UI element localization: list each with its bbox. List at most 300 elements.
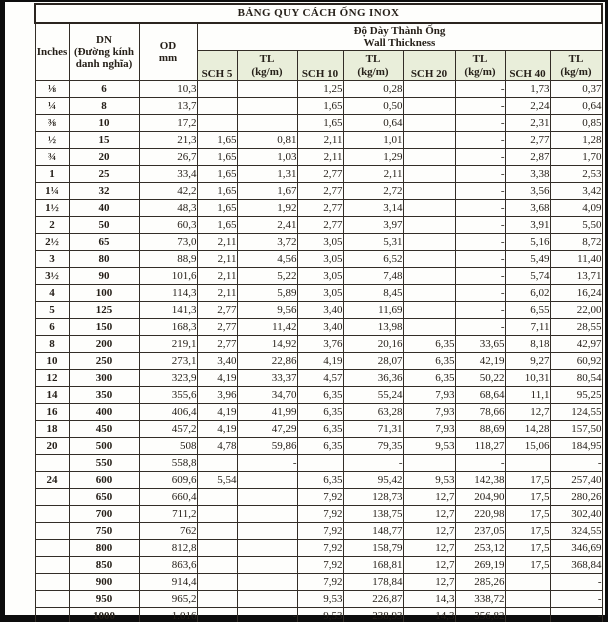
cell-tl10: 2,11	[343, 166, 403, 183]
cell-inches: ¾	[35, 149, 69, 166]
cell-sch5	[197, 557, 237, 574]
cell-tl10: 3,14	[343, 200, 403, 217]
table-row	[35, 438, 602, 455]
cell-sch20	[403, 98, 455, 115]
table-row	[35, 387, 602, 404]
header-row-main	[35, 23, 602, 51]
cell-dn: 550	[69, 455, 139, 472]
cell-tl40: 368,84	[550, 557, 602, 574]
cell-tl20: -	[455, 234, 505, 251]
cell-sch10: 1,25	[297, 81, 343, 98]
cell-tl5	[237, 591, 297, 608]
cell-dn: 450	[69, 421, 139, 438]
cell-sch40: 6,55	[505, 302, 550, 319]
cell-tl40: -	[550, 574, 602, 591]
tl-unit: (kg/m)	[560, 65, 592, 78]
cell-od: 406,4	[139, 404, 197, 421]
cell-sch20: 12,7	[403, 489, 455, 506]
cell-sch5: 4,19	[197, 404, 237, 421]
cell-sch20: 6,35	[403, 336, 455, 353]
cell-sch40: 7,11	[505, 319, 550, 336]
cell-sch40: 17,5	[505, 557, 550, 574]
cell-sch5: 5,54	[197, 472, 237, 489]
page-title: BẢNG QUY CÁCH ỐNG INOX	[35, 4, 602, 23]
cell-tl20: 42,19	[455, 353, 505, 370]
cell-tl5: 3,72	[237, 234, 297, 251]
cell-dn: 300	[69, 370, 139, 387]
cell-tl20: -	[455, 132, 505, 149]
cell-sch40: 17,5	[505, 472, 550, 489]
cell-dn: 800	[69, 540, 139, 557]
cell-sch40: 5,74	[505, 268, 550, 285]
cell-sch20	[403, 302, 455, 319]
cell-tl20: 285,26	[455, 574, 505, 591]
table-row	[35, 591, 602, 608]
cell-tl20: 33,65	[455, 336, 505, 353]
cell-sch20: 12,7	[403, 574, 455, 591]
cell-sch40: 5,16	[505, 234, 550, 251]
cell-sch40: 17,5	[505, 540, 550, 557]
cell-tl10: 0,64	[343, 115, 403, 132]
cell-dn: 50	[69, 217, 139, 234]
cell-tl5: 9,56	[237, 302, 297, 319]
cell-tl40: 11,40	[550, 251, 602, 268]
cell-sch5: 2,11	[197, 285, 237, 302]
cell-tl5: -	[237, 608, 297, 622]
cell-sch5: 3,96	[197, 387, 237, 404]
cell-tl40: 280,26	[550, 489, 602, 506]
cell-sch40: 11,1	[505, 387, 550, 404]
cell-dn: 10	[69, 115, 139, 132]
cell-tl5: 2,41	[237, 217, 297, 234]
cell-sch5: 2,11	[197, 251, 237, 268]
cell-tl10: 2,72	[343, 183, 403, 200]
cell-tl20: -	[455, 285, 505, 302]
cell-sch10	[297, 455, 343, 472]
cell-tl10: 79,35	[343, 438, 403, 455]
cell-od: 508	[139, 438, 197, 455]
cell-tl20: -	[455, 149, 505, 166]
cell-inches	[35, 489, 69, 506]
cell-tl5: 1,31	[237, 166, 297, 183]
cell-tl40: 0,64	[550, 98, 602, 115]
cell-dn: 500	[69, 438, 139, 455]
cell-tl40: 157,50	[550, 421, 602, 438]
cell-dn: 850	[69, 557, 139, 574]
cell-inches: 18	[35, 421, 69, 438]
cell-tl20: -	[455, 455, 505, 472]
cell-sch5	[197, 523, 237, 540]
table-row	[35, 268, 602, 285]
cell-sch20	[403, 217, 455, 234]
cell-tl40: 28,55	[550, 319, 602, 336]
cell-sch5: 1,65	[197, 217, 237, 234]
cell-sch40	[505, 591, 550, 608]
column-header-tl-sch10	[343, 51, 403, 81]
cell-inches: 3½	[35, 268, 69, 285]
cell-sch10: 9,53	[297, 591, 343, 608]
cell-dn: 125	[69, 302, 139, 319]
cell-sch5: 1,65	[197, 166, 237, 183]
cell-tl10: 1,01	[343, 132, 403, 149]
tl-label: TL	[259, 53, 275, 66]
cell-tl10: 1,29	[343, 149, 403, 166]
cell-sch40: 2,31	[505, 115, 550, 132]
cell-tl10: 138,75	[343, 506, 403, 523]
column-header-tl-sch20	[455, 51, 505, 81]
cell-dn: 350	[69, 387, 139, 404]
cell-od: 711,2	[139, 506, 197, 523]
cell-sch40: 14,28	[505, 421, 550, 438]
cell-tl5: 5,22	[237, 268, 297, 285]
cell-od: 33,4	[139, 166, 197, 183]
cell-tl40: -	[550, 608, 602, 622]
cell-tl20: -	[455, 200, 505, 217]
cell-tl40: 22,00	[550, 302, 602, 319]
cell-od: 21,3	[139, 132, 197, 149]
cell-sch10: 3,40	[297, 319, 343, 336]
column-header-tl-sch5	[237, 51, 297, 81]
cell-tl5: 59,86	[237, 438, 297, 455]
column-header-dn	[69, 23, 139, 81]
cell-tl5	[237, 472, 297, 489]
cell-sch20: 12,7	[403, 540, 455, 557]
cell-sch40: 12,7	[505, 404, 550, 421]
table-row	[35, 370, 602, 387]
table-row	[35, 523, 602, 540]
cell-tl20: -	[455, 183, 505, 200]
cell-tl5: 4,56	[237, 251, 297, 268]
cell-od: 42,2	[139, 183, 197, 200]
cell-sch20: 14,3	[403, 608, 455, 622]
cell-inches: 1½	[35, 200, 69, 217]
cell-sch40: 8,18	[505, 336, 550, 353]
cell-sch5	[197, 574, 237, 591]
cell-dn: 600	[69, 472, 139, 489]
cell-od: 168,3	[139, 319, 197, 336]
cell-tl20: 142,38	[455, 472, 505, 489]
cell-inches	[35, 540, 69, 557]
table-row	[35, 557, 602, 574]
table-row	[35, 149, 602, 166]
cell-od: 73,0	[139, 234, 197, 251]
cell-inches	[35, 591, 69, 608]
cell-tl40: 184,95	[550, 438, 602, 455]
cell-sch10: 2,11	[297, 149, 343, 166]
cell-dn: 650	[69, 489, 139, 506]
table-row	[35, 251, 602, 268]
cell-inches: 1	[35, 166, 69, 183]
dn-label-line1: DN	[96, 33, 112, 46]
cell-sch10: 3,05	[297, 268, 343, 285]
cell-inches: 2½	[35, 234, 69, 251]
tl-unit: (kg/m)	[464, 65, 496, 78]
cell-tl20: -	[455, 115, 505, 132]
cell-sch20	[403, 268, 455, 285]
cell-sch20	[403, 81, 455, 98]
cell-inches: 6	[35, 319, 69, 336]
cell-dn: 32	[69, 183, 139, 200]
cell-od: 88,9	[139, 251, 197, 268]
cell-tl20: -	[455, 81, 505, 98]
cell-sch10: 3,05	[297, 251, 343, 268]
cell-inches: 1¼	[35, 183, 69, 200]
cell-tl20: 50,22	[455, 370, 505, 387]
cell-tl10: 11,69	[343, 302, 403, 319]
cell-tl40: 4,09	[550, 200, 602, 217]
cell-sch20: 12,7	[403, 557, 455, 574]
column-header-sch5: SCH 5	[197, 51, 237, 81]
cell-sch10: 4,57	[297, 370, 343, 387]
cell-inches	[35, 574, 69, 591]
cell-od: 558,8	[139, 455, 197, 472]
cell-tl20: -	[455, 166, 505, 183]
cell-tl10: 36,36	[343, 370, 403, 387]
cell-inches: 10	[35, 353, 69, 370]
cell-tl20: 253,12	[455, 540, 505, 557]
cell-tl40: 5,50	[550, 217, 602, 234]
column-header-tl-sch40	[550, 51, 602, 81]
cell-tl20: 78,66	[455, 404, 505, 421]
table-row	[35, 166, 602, 183]
cell-sch20	[403, 183, 455, 200]
cell-sch40: 2,24	[505, 98, 550, 115]
cell-tl20: 338,72	[455, 591, 505, 608]
cell-od: 762	[139, 523, 197, 540]
tl-label: TL	[568, 53, 584, 66]
cell-sch5: 2,11	[197, 268, 237, 285]
cell-inches: 3	[35, 251, 69, 268]
column-header-inches: Inches	[35, 23, 69, 81]
cell-tl40: 8,72	[550, 234, 602, 251]
cell-od: 323,9	[139, 370, 197, 387]
column-header-sch20: SCH 20	[403, 51, 455, 81]
table-row	[35, 353, 602, 370]
cell-inches: 16	[35, 404, 69, 421]
od-label-line1: OD	[159, 39, 177, 52]
cell-tl40: 346,69	[550, 540, 602, 557]
cell-sch40: 15,06	[505, 438, 550, 455]
cell-tl10: 71,31	[343, 421, 403, 438]
cell-sch20	[403, 149, 455, 166]
cell-sch20: 7,93	[403, 387, 455, 404]
cell-dn: 15	[69, 132, 139, 149]
cell-inches: 5	[35, 302, 69, 319]
cell-sch10: 7,92	[297, 574, 343, 591]
cell-sch40: 17,5	[505, 523, 550, 540]
cell-od: 812,8	[139, 540, 197, 557]
cell-sch40: 9,27	[505, 353, 550, 370]
cell-tl10: 178,84	[343, 574, 403, 591]
cell-tl5: 11,42	[237, 319, 297, 336]
cell-sch10: 6,35	[297, 472, 343, 489]
cell-tl10: 0,50	[343, 98, 403, 115]
cell-inches	[35, 557, 69, 574]
cell-tl5: 33,37	[237, 370, 297, 387]
cell-dn: 200	[69, 336, 139, 353]
table-row	[35, 574, 602, 591]
cell-tl20: 269,19	[455, 557, 505, 574]
table-row	[35, 285, 602, 302]
cell-tl5: 34,70	[237, 387, 297, 404]
cell-dn: 250	[69, 353, 139, 370]
table-row	[35, 81, 602, 98]
cell-sch20	[403, 234, 455, 251]
cell-sch20: 7,93	[403, 421, 455, 438]
cell-sch10: 7,92	[297, 540, 343, 557]
cell-tl5	[237, 523, 297, 540]
cell-sch20: 14,3	[403, 591, 455, 608]
cell-sch10: 7,92	[297, 489, 343, 506]
cell-tl40: 60,92	[550, 353, 602, 370]
cell-dn: 150	[69, 319, 139, 336]
cell-tl40: 13,71	[550, 268, 602, 285]
cell-sch20: 7,93	[403, 404, 455, 421]
cell-od: 355,6	[139, 387, 197, 404]
cell-tl40: 302,40	[550, 506, 602, 523]
cell-tl10: 148,77	[343, 523, 403, 540]
cell-tl5	[237, 115, 297, 132]
pipe-spec-table	[34, 3, 603, 622]
table-row	[35, 200, 602, 217]
table-row	[35, 336, 602, 353]
table-row	[35, 98, 602, 115]
cell-sch10: 7,92	[297, 523, 343, 540]
cell-sch10: 3,40	[297, 302, 343, 319]
cell-tl40: 1,28	[550, 132, 602, 149]
cell-sch20	[403, 115, 455, 132]
cell-tl20: 68,64	[455, 387, 505, 404]
cell-dn: 400	[69, 404, 139, 421]
cell-sch10: 2,77	[297, 166, 343, 183]
cell-sch10: 2,77	[297, 183, 343, 200]
cell-dn: 20	[69, 149, 139, 166]
cell-sch40: 10,31	[505, 370, 550, 387]
cell-tl10: 6,52	[343, 251, 403, 268]
tl-label: TL	[472, 53, 488, 66]
cell-sch40	[505, 608, 550, 622]
cell-dn: 80	[69, 251, 139, 268]
cell-sch20	[403, 200, 455, 217]
cell-tl5: 14,92	[237, 336, 297, 353]
cell-tl10: 0,28	[343, 81, 403, 98]
cell-sch20	[403, 166, 455, 183]
table-row	[35, 608, 602, 622]
cell-tl10: 128,73	[343, 489, 403, 506]
cell-tl40: 324,55	[550, 523, 602, 540]
cell-sch40: 3,38	[505, 166, 550, 183]
table-body	[35, 81, 602, 622]
cell-dn: 750	[69, 523, 139, 540]
cell-tl20: 204,90	[455, 489, 505, 506]
cell-tl5	[237, 540, 297, 557]
od-label-line2: mm	[158, 52, 178, 64]
cell-dn: 90	[69, 268, 139, 285]
cell-tl20: -	[455, 98, 505, 115]
cell-sch5	[197, 591, 237, 608]
table-row	[35, 472, 602, 489]
cell-od: 219,1	[139, 336, 197, 353]
cell-od: 48,3	[139, 200, 197, 217]
cell-tl10: 95,42	[343, 472, 403, 489]
cell-sch10: 2,77	[297, 217, 343, 234]
cell-sch40: 17,5	[505, 489, 550, 506]
cell-od: 965,2	[139, 591, 197, 608]
tl-unit: (kg/m)	[357, 65, 389, 78]
cell-sch40: 3,56	[505, 183, 550, 200]
cell-tl40: 2,53	[550, 166, 602, 183]
dn-label-line2: (Đường kính	[73, 45, 135, 58]
cell-tl10: 55,24	[343, 387, 403, 404]
table-row	[35, 506, 602, 523]
cell-od: 26,7	[139, 149, 197, 166]
cell-dn: 100	[69, 285, 139, 302]
cell-tl20: 356,82	[455, 608, 505, 622]
cell-tl20: 220,98	[455, 506, 505, 523]
cell-tl10: 168,81	[343, 557, 403, 574]
cell-sch20: 9,53	[403, 438, 455, 455]
cell-inches	[35, 455, 69, 472]
cell-tl10: 7,48	[343, 268, 403, 285]
table-row	[35, 217, 602, 234]
cell-od: 457,2	[139, 421, 197, 438]
cell-sch40	[505, 455, 550, 472]
cell-tl5	[237, 81, 297, 98]
tl-label: TL	[365, 53, 381, 66]
scan-frame-left	[0, 0, 5, 622]
cell-sch40: 3,68	[505, 200, 550, 217]
cell-tl5: 41,99	[237, 404, 297, 421]
cell-tl5: 1,67	[237, 183, 297, 200]
table-row	[35, 489, 602, 506]
table-row	[35, 319, 602, 336]
cell-od: 609,6	[139, 472, 197, 489]
cell-tl10: 3,97	[343, 217, 403, 234]
cell-dn: 900	[69, 574, 139, 591]
tl-unit: (kg/m)	[251, 65, 283, 78]
cell-tl20: -	[455, 302, 505, 319]
cell-od: 141,3	[139, 302, 197, 319]
cell-od: 17,2	[139, 115, 197, 132]
cell-tl5: 47,29	[237, 421, 297, 438]
cell-sch5	[197, 115, 237, 132]
cell-tl10: 20,16	[343, 336, 403, 353]
cell-inches	[35, 506, 69, 523]
cell-tl20: -	[455, 268, 505, 285]
cell-sch20: 6,35	[403, 370, 455, 387]
cell-tl20: 88,69	[455, 421, 505, 438]
cell-sch5: 2,77	[197, 319, 237, 336]
cell-sch5: 3,40	[197, 353, 237, 370]
cell-sch10: 6,35	[297, 421, 343, 438]
cell-sch40: 3,91	[505, 217, 550, 234]
cell-od: 114,3	[139, 285, 197, 302]
cell-tl20: -	[455, 251, 505, 268]
column-header-wall-thickness	[197, 23, 602, 51]
cell-tl10: 5,31	[343, 234, 403, 251]
cell-tl40: -	[550, 455, 602, 472]
cell-sch10: 6,35	[297, 404, 343, 421]
cell-tl5: 1,92	[237, 200, 297, 217]
cell-sch20	[403, 455, 455, 472]
cell-inches: 20	[35, 438, 69, 455]
cell-tl40: 42,97	[550, 336, 602, 353]
scan-frame-top	[0, 0, 608, 2]
cell-tl40: 16,24	[550, 285, 602, 302]
cell-sch10: 3,76	[297, 336, 343, 353]
cell-sch5: 2,11	[197, 234, 237, 251]
cell-od: 60,3	[139, 217, 197, 234]
